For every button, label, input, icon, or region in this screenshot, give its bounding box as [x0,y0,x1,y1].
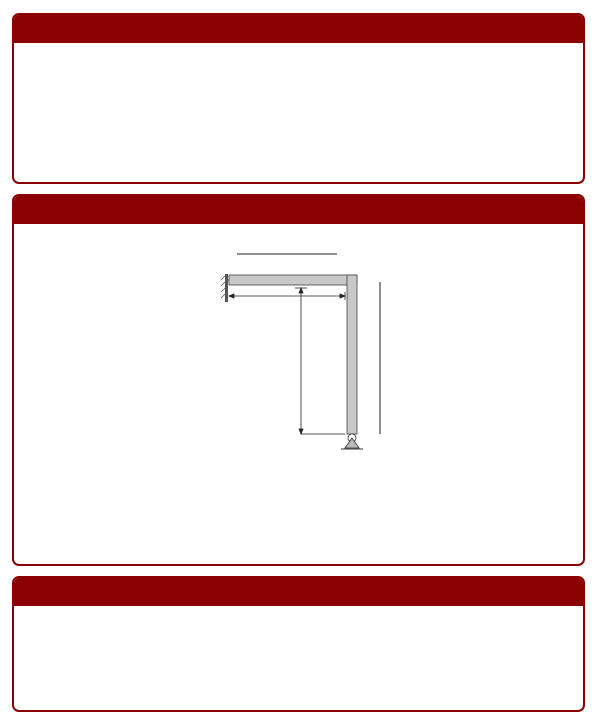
member-ab [229,275,357,285]
pin-support-c [341,434,363,449]
frame-diagram [189,238,409,468]
member-bc [347,275,357,434]
step-1-card [12,13,585,184]
dimension-bc [295,288,345,434]
dimension-ab [229,292,345,300]
step-3-body [14,606,583,618]
step-1-title [14,15,583,43]
step-3-title [14,578,583,606]
step-2-card [12,194,585,566]
step-2-body [14,224,583,468]
step-3-card [12,576,585,712]
step-2-title [14,196,583,224]
step-1-body [14,43,583,49]
